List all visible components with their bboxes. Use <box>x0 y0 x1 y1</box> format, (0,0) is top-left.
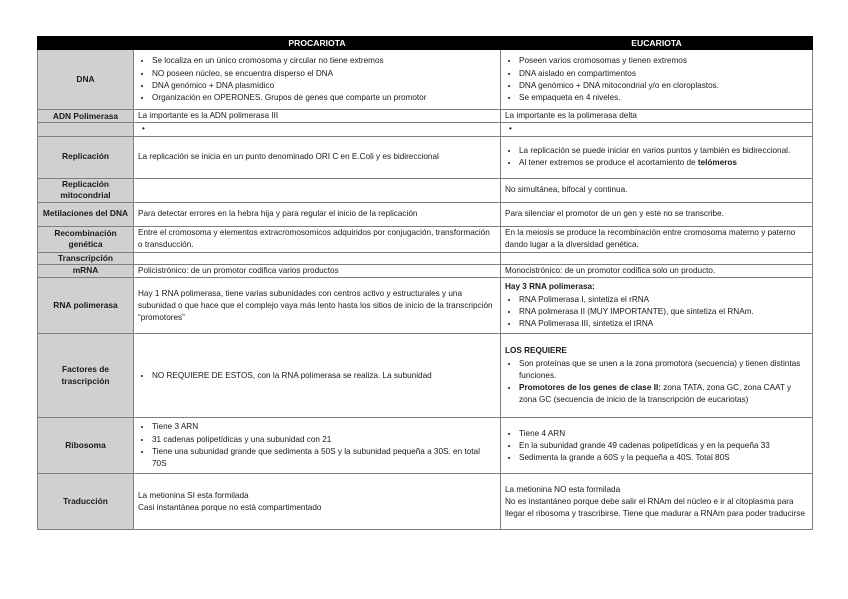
cell-euc <box>501 474 813 530</box>
cell-pro: Policistrónico: de un promotor codifica varios productos <box>134 265 501 278</box>
bold-term: telómeros <box>697 158 737 168</box>
cell-euc <box>501 334 813 418</box>
cell-euc: Monocistrónico: de un promotor codifica solo un producto. <box>501 265 813 278</box>
header-eucariota: EUCARIOTA <box>501 37 813 50</box>
cell-euc: • <box>501 123 813 136</box>
row-label: Metilaciones del DNA <box>38 202 134 226</box>
header-procariota: PROCARIOTA <box>134 37 501 50</box>
row-label: Transcripción <box>38 252 134 265</box>
list-item: • Organización en OPERONES. Grupos de genes que comparte un promotor <box>152 92 496 104</box>
list-item: • DNA genómico + DNA mitocondrial y/o en cloroplastos. <box>519 80 808 92</box>
list-item: • DNA genómico + DNA plasmídico <box>152 80 496 92</box>
cell-euc: En la meiosis se produce la recombinación entre cromosoma materno y paterno dando lugar a la diversidad genética. <box>501 226 813 252</box>
cell-pro: Para detectar errores en la hebra hija y para regular el inicio de la replicación <box>134 202 501 226</box>
comparison-table <box>37 36 813 530</box>
row-recombinacion <box>38 226 813 252</box>
list-item: • Tiene 3 ARN <box>152 421 496 433</box>
list-item: • RNA polimerasa II (MUY IMPORTANTE), que sintetiza el RNAm. <box>519 306 808 318</box>
row-label: Recombinación genética <box>38 226 134 252</box>
row-label: ADN Polimerasa <box>38 110 134 123</box>
list-item-text: zona TATA, zona GC, zona CAAT y zona GC (secuencia de inicio de la transcripción de eucariotas) <box>519 382 792 405</box>
cell-euc <box>501 252 813 265</box>
row-label: DNA <box>38 50 134 110</box>
row-replicacion <box>38 136 813 178</box>
cell-pro: La replicación se inicia en un punto denominado ORI C en E.Coli y es bidireccional <box>134 136 501 178</box>
cell-line: No es instantáneo porque debe salir el RNAm del núcleo e ir al citoplasma para llegar el ribosoma y trascribirse. Tiene que madurar a RNAm para poder traducirse <box>505 496 805 518</box>
header-blank <box>38 37 134 50</box>
cell-pro: Hay 1 RNA polimerasa, tiene varias subunidades con centros activo y estructurales y una subunidad o que hace que el complejo vaya más lento hasta los sitios de inicio de la transcripción “promotores” <box>134 278 501 334</box>
list-item: • La replicación se puede iniciar en varios puntos y también es bidireccional. <box>519 145 808 157</box>
cell-euc: No simultánea, bifocal y continua. <box>501 178 813 202</box>
bold-term: Promotores de los genes de clase II: <box>519 382 661 392</box>
list-item: • Se empaqueta en 4 niveles. <box>519 92 808 104</box>
list-item: • NO REQUIERE DE ESTOS, con la RNA polimerasa se realiza. La subunidad <box>152 370 496 382</box>
list-item: • RNA Polimerasa I, sintetiza el rRNA <box>519 294 808 306</box>
row-adn-polimerasa <box>38 110 813 123</box>
list-item <box>519 157 808 169</box>
row-traduccion <box>38 474 813 530</box>
row-label: Replicación mitocondrial <box>38 178 134 202</box>
cell-line: La metionina NO esta formilada <box>505 484 621 494</box>
list-item: • Sedimenta la grande a 60S y la pequeña a 40S. Total 80S <box>519 452 808 464</box>
cell-line: Casi instantánea porque no está compartimentado <box>138 502 322 512</box>
row-transcripcion <box>38 252 813 265</box>
cell-euc <box>501 136 813 178</box>
row-blank <box>38 123 813 136</box>
row-metilaciones <box>38 202 813 226</box>
cell-euc: La importante es la polimerasa delta <box>501 110 813 123</box>
cell-pro: • <box>134 123 501 136</box>
list-item: • Son proteínas que se unen a la zona promotora (secuencia) y tienen distintas funciones. <box>519 358 808 382</box>
row-label <box>38 123 134 136</box>
row-label: Replicación <box>38 136 134 178</box>
row-mrna <box>38 265 813 278</box>
list-item: • Poseen varios cromosomas y tienen extremos <box>519 55 808 67</box>
list-item: • 31 cadenas polipetídicas y una subunidad con 21 <box>152 434 496 446</box>
list-item: • Tiene una subunidad grande que sedimenta a 50S y la subunidad pequeña a 30S. en total 70S <box>152 446 496 470</box>
row-replicacion-mitocondrial <box>38 178 813 202</box>
row-factores <box>38 334 813 418</box>
list-item: • Tiene 4 ARN <box>519 428 808 440</box>
list-item: • DNA aislado en compartimentos <box>519 68 808 80</box>
cell-euc <box>501 418 813 474</box>
row-label: Traducción <box>38 474 134 530</box>
cell-pro <box>134 334 501 418</box>
cell-pro <box>134 50 501 110</box>
cell-pro <box>134 252 501 265</box>
row-label: Ribosoma <box>38 418 134 474</box>
row-label: mRNA <box>38 265 134 278</box>
list-item: • En la subunidad grande 49 cadenas polipetídicas y en la pequeña 33 <box>519 440 808 452</box>
cell-pro: Entre el cromosoma y elementos extracromosomicos adquiridos por conjugación, transformación o transducción. <box>134 226 501 252</box>
cell-euc: Para silenciar el promotor de un gen y este no se transcribe. <box>501 202 813 226</box>
list-item: • NO poseen núcleo, se encuentra disperso el DNA <box>152 68 496 80</box>
row-dna <box>38 50 813 110</box>
row-label: Factores de trascripción <box>38 334 134 418</box>
cell-heading: LOS REQUIERE <box>505 346 567 356</box>
row-ribosoma <box>38 418 813 474</box>
cell-euc <box>501 278 813 334</box>
cell-pro: La importante es la ADN polimerasa III <box>134 110 501 123</box>
cell-pro <box>134 418 501 474</box>
cell-pro <box>134 178 501 202</box>
cell-euc <box>501 50 813 110</box>
row-label: RNA polimerasa <box>38 278 134 334</box>
cell-line: La metionina SI esta formilada <box>138 490 249 500</box>
list-item <box>519 382 808 406</box>
cell-pro <box>134 474 501 530</box>
list-item: • Se localiza en un único cromosoma y circular no tiene extremos <box>152 55 496 67</box>
list-item-text: Al tener extremos se produce el acortamiento de <box>519 158 698 168</box>
header-row <box>38 37 813 50</box>
list-item: • RNA Polimerasa III, sintetiza el tRNA <box>519 318 808 330</box>
cell-heading: Hay 3 RNA polimerasa: <box>505 282 595 292</box>
row-rna-polimerasa <box>38 278 813 334</box>
